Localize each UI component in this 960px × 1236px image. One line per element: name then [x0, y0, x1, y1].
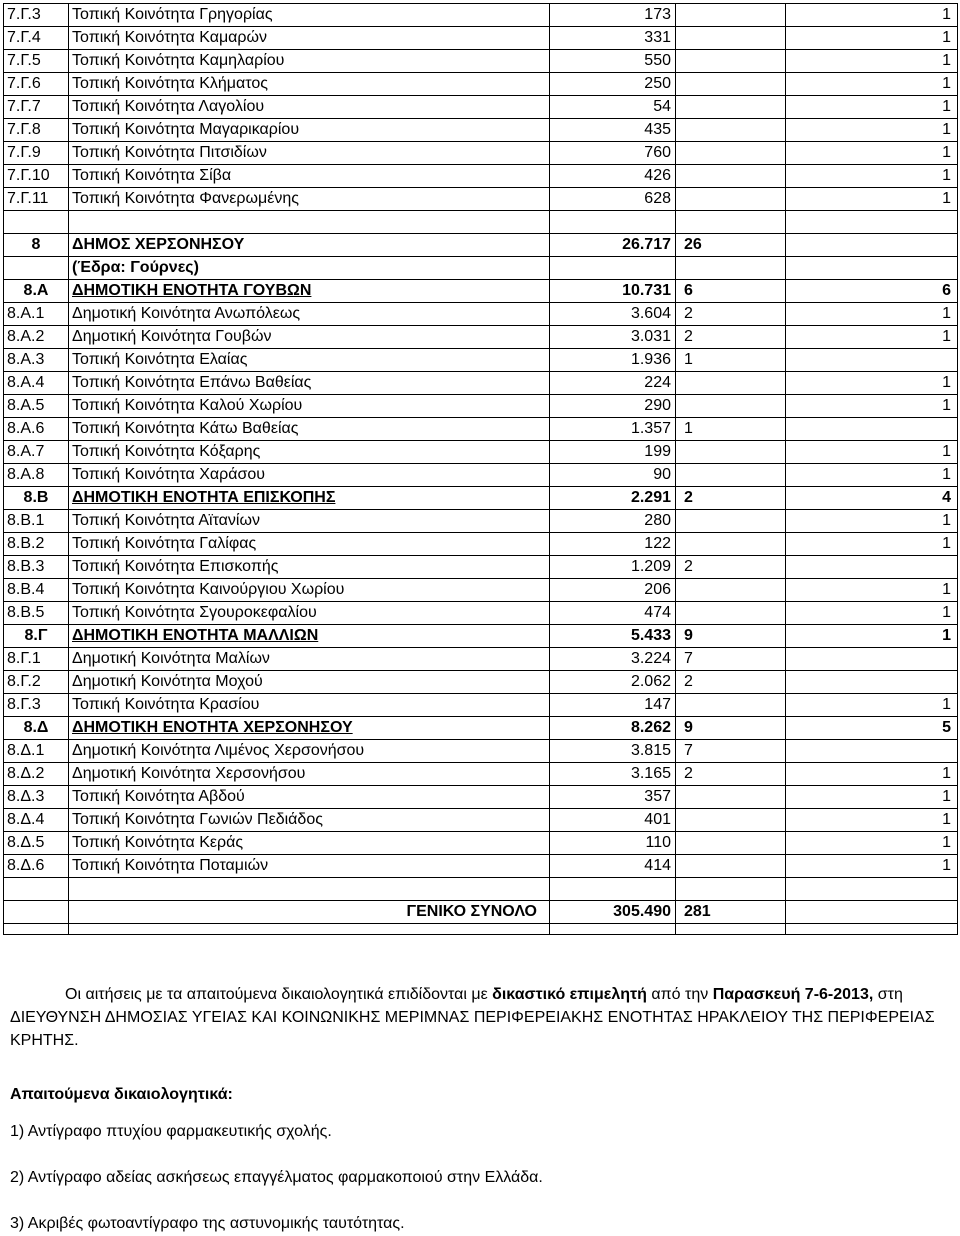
cell-code: 8.Β.4 [4, 579, 69, 602]
blank-cell [676, 878, 786, 901]
blank-cell [786, 924, 958, 935]
cell-count-a: 6 [676, 280, 786, 303]
cell-name-text: Τοπική Κοινότητα Σγουροκεφαλίου [72, 604, 317, 621]
cell-code: 7.Γ.6 [4, 73, 69, 96]
cell-name-text: Τοπική Κοινότητα Ποταμιών [72, 857, 269, 874]
cell-code: 8.Γ [4, 625, 69, 648]
cell-name [69, 303, 550, 326]
cell-population: 173 [550, 4, 676, 27]
cell-count-a [676, 602, 786, 625]
cell-population: 3.815 [550, 740, 676, 763]
table-row [4, 763, 958, 786]
cell-population: 290 [550, 395, 676, 418]
pharmacy-table-page [3, 3, 957, 1232]
cell-name-text: Δημοτική Κοινότητα Γουβών [72, 328, 272, 345]
required-heading-text: Απαιτούμενα δικαιολογητικά: [10, 1086, 233, 1103]
cell-code [4, 257, 69, 280]
table-row [4, 740, 958, 763]
cell-name [69, 441, 550, 464]
cell-name [69, 809, 550, 832]
cell-count-b: 1 [786, 96, 958, 119]
cell-code: 8.Β.5 [4, 602, 69, 625]
cell-name-text: Δημοτική Κοινότητα Λιμένος Χερσονήσου [72, 742, 365, 759]
table-row [4, 326, 958, 349]
cell-name [69, 694, 550, 717]
cell-name [69, 763, 550, 786]
grand-total-label: ΓΕΝΙΚΟ ΣΥΝΟΛΟ [69, 901, 550, 924]
table-row [4, 510, 958, 533]
blank-cell [4, 924, 69, 935]
cell-name [69, 188, 550, 211]
blank-cell [4, 878, 69, 901]
table-row [4, 464, 958, 487]
blank-cell [69, 211, 550, 234]
cell-population: 8.262 [550, 717, 676, 740]
table-row [4, 832, 958, 855]
cell-name-text: Τοπική Κοινότητα Γρηγορίας [72, 6, 273, 23]
blank-cell [786, 211, 958, 234]
cell-count-a: 2 [676, 487, 786, 510]
cell-count-b: 1 [786, 464, 958, 487]
cell-name-text: Τοπική Κοινότητα Χαράσου [72, 466, 266, 483]
cell-name [69, 418, 550, 441]
table-row [4, 142, 958, 165]
cell-name-text: Τοπική Κοινότητα Καλού Χωρίου [72, 397, 303, 414]
cell-count-a [676, 50, 786, 73]
cell-count-b: 1 [786, 579, 958, 602]
table-row [4, 602, 958, 625]
cell-code: 8 [4, 234, 69, 257]
cell-population: 401 [550, 809, 676, 832]
cell-code: 8.Δ.5 [4, 832, 69, 855]
cell-count-a [676, 533, 786, 556]
cell-count-a: 2 [676, 671, 786, 694]
cell-code: 7.Γ.9 [4, 142, 69, 165]
unit-row [4, 717, 958, 740]
table-row [4, 372, 958, 395]
blank-cell [550, 211, 676, 234]
cell-name-text: Τοπική Κοινότητα Πιτσιδίων [72, 144, 267, 161]
cell-count-a: 7 [676, 648, 786, 671]
cell-count-b: 1 [786, 27, 958, 50]
cell-population: 474 [550, 602, 676, 625]
cell-code: 8.Δ.3 [4, 786, 69, 809]
cell-count-b: 6 [786, 280, 958, 303]
required-doc-item: 1) Αντίγραφο πτυχίου φαρμακευτικής σχολής. [10, 1123, 332, 1140]
cell-code: 8.Γ.1 [4, 648, 69, 671]
cell-count-b: 4 [786, 487, 958, 510]
cell-name-text: Τοπική Κοινότητα Επάνω Βαθείας [72, 374, 312, 391]
table-row [4, 395, 958, 418]
table-row [4, 694, 958, 717]
cell-population: 199 [550, 441, 676, 464]
cell-code: 8.Δ.6 [4, 855, 69, 878]
cell-code: 8.Α.8 [4, 464, 69, 487]
cell-name [69, 579, 550, 602]
table-row [4, 349, 958, 372]
cell-population: 206 [550, 579, 676, 602]
unit-row [4, 625, 958, 648]
submission-notice [10, 983, 956, 1052]
cell-population: 357 [550, 786, 676, 809]
cell-count-a [676, 372, 786, 395]
cell-count-a: 1 [676, 349, 786, 372]
cell-count-b: 1 [786, 855, 958, 878]
cell-code: 8.Β [4, 487, 69, 510]
cell-population: 224 [550, 372, 676, 395]
cell-name-text: Τοπική Κοινότητα Επισκοπής [72, 558, 279, 575]
cell-count-b [786, 740, 958, 763]
cell-count-a [676, 73, 786, 96]
cell-name-text: ΔΗΜΟΤΙΚΗ ΕΝΟΤΗΤΑ ΕΠΙΣΚΟΠΗΣ [72, 489, 336, 506]
blank-row [4, 924, 958, 935]
cell-population: 1.936 [550, 349, 676, 372]
cell-population: 5.433 [550, 625, 676, 648]
cell-name [69, 671, 550, 694]
pharmacy-table [3, 3, 958, 935]
blank-cell [676, 211, 786, 234]
required-doc-item: 2) Αντίγραφο αδείας ασκήσεως επαγγέλματος φαρμακοποιού στην Ελλάδα. [10, 1169, 543, 1186]
cell-count-b: 1 [786, 326, 958, 349]
cell-name-text: Δημοτική Κοινότητα Μοχού [72, 673, 263, 690]
table-row [4, 648, 958, 671]
cell-code: 8.Γ.3 [4, 694, 69, 717]
cell-name [69, 832, 550, 855]
table-row [4, 4, 958, 27]
cell-name [69, 740, 550, 763]
table-row [4, 533, 958, 556]
cell-count-a: 7 [676, 740, 786, 763]
cell-count-a [676, 832, 786, 855]
cell-name [69, 487, 550, 510]
grand-total-population: 305.490 [550, 901, 676, 924]
cell-population: 1.209 [550, 556, 676, 579]
cell-name-text: Τοπική Κοινότητα Κρασίου [72, 696, 260, 713]
table-row [4, 855, 958, 878]
cell-code: 8.Α.5 [4, 395, 69, 418]
required-doc-item: 3) Ακριβές φωτοαντίγραφο της αστυνομικής ταυτότητας. [10, 1215, 405, 1232]
cell-count-b [786, 556, 958, 579]
cell-count-a [676, 4, 786, 27]
cell-count-a [676, 809, 786, 832]
cell-name [69, 50, 550, 73]
table-row [4, 579, 958, 602]
cell-code: 8.Β.3 [4, 556, 69, 579]
cell-population: 3.031 [550, 326, 676, 349]
cell-name [69, 786, 550, 809]
cell-population: 426 [550, 165, 676, 188]
cell-count-b [786, 349, 958, 372]
cell-count-a: 2 [676, 303, 786, 326]
cell-count-b [786, 418, 958, 441]
cell-name-text: Τοπική Κοινότητα Κάτω Βαθείας [72, 420, 299, 437]
cell-name [69, 73, 550, 96]
required-docs-heading [10, 1083, 956, 1106]
blank-cell [69, 878, 550, 901]
cell-code: 8.Α [4, 280, 69, 303]
cell-name-text: Τοπική Κοινότητα Καμηλαρίου [72, 52, 285, 69]
cell-population: 110 [550, 832, 676, 855]
table-row [4, 671, 958, 694]
cell-count-a [676, 165, 786, 188]
cell-name [69, 602, 550, 625]
cell-code: 8.Α.2 [4, 326, 69, 349]
table-row [4, 786, 958, 809]
unit-row [4, 487, 958, 510]
cell-count-a [676, 510, 786, 533]
table-row [4, 50, 958, 73]
cell-code: 8.Α.4 [4, 372, 69, 395]
cell-code: 7.Γ.11 [4, 188, 69, 211]
grand-total-count: 281 [676, 901, 786, 924]
cell-count-a: 2 [676, 556, 786, 579]
cell-code: 7.Γ.4 [4, 27, 69, 50]
cell-count-a [676, 694, 786, 717]
cell-name [69, 510, 550, 533]
cell-name-text: Τοπική Κοινότητα Μαγαρικαρίου [72, 121, 300, 138]
cell-count-b: 1 [786, 763, 958, 786]
cell-population: 550 [550, 50, 676, 73]
cell-population: 122 [550, 533, 676, 556]
cell-count-b: 1 [786, 188, 958, 211]
notice-text-3: στη ΔΙΕΥΘΥΝΣΗ ΔΗΜΟΣΙΑΣ ΥΓΕΙΑΣ ΚΑΙ ΚΟΙΝΩΝΙΚΗΣ ΜΕΡΙΜΝΑΣ ΠΕΡΙΦΕΡΕΙΑΚΗΣ ΕΝΟΤΗΤΑΣ ΗΡΑΚΛΕΙΟΥ ΤΗΣ ΠΕΡΙΦΕΡΕΙΑΣ ΚΡΗΤΗΣ. [10, 986, 935, 1049]
notice-bold-bailiff: δικαστικό επιμελητή [492, 986, 647, 1003]
cell-code: 8.Γ.2 [4, 671, 69, 694]
unit-row [4, 280, 958, 303]
cell-count-a [676, 855, 786, 878]
cell-name [69, 349, 550, 372]
cell-count-b: 5 [786, 717, 958, 740]
blank-row [4, 211, 958, 234]
cell-count-a [676, 786, 786, 809]
cell-count-b: 1 [786, 832, 958, 855]
table-row [4, 96, 958, 119]
blank-row [4, 878, 958, 901]
cell-population: 628 [550, 188, 676, 211]
table-row [4, 73, 958, 96]
table-row [4, 165, 958, 188]
cell-name-text: Τοπική Κοινότητα Φανερωμένης [72, 190, 299, 207]
cell-population: 414 [550, 855, 676, 878]
cell-population: 54 [550, 96, 676, 119]
table-row [4, 809, 958, 832]
cell-name [69, 280, 550, 303]
cell-population: 3.604 [550, 303, 676, 326]
table-row [4, 418, 958, 441]
cell-population: 10.731 [550, 280, 676, 303]
cell-count-a: 9 [676, 717, 786, 740]
cell-population: 1.357 [550, 418, 676, 441]
cell-name [69, 142, 550, 165]
cell-count-a: 2 [676, 763, 786, 786]
cell-name-text: ΔΗΜΟΣ ΧΕΡΣΟΝΗΣΟΥ [72, 236, 245, 253]
cell-population: 435 [550, 119, 676, 142]
cell-population: 147 [550, 694, 676, 717]
cell-name-text: Τοπική Κοινότητα Λαγολίου [72, 98, 265, 115]
cell-name [69, 372, 550, 395]
cell-name [69, 4, 550, 27]
cell-code: 8.Α.1 [4, 303, 69, 326]
cell-name [69, 119, 550, 142]
cell-count-a [676, 395, 786, 418]
cell-count-b [786, 234, 958, 257]
cell-count-b: 1 [786, 303, 958, 326]
blank-cell [676, 924, 786, 935]
blank-cell [550, 924, 676, 935]
cell-seat: (Έδρα: Γούρνες) [69, 257, 550, 280]
cell-name-text: Δημοτική Κοινότητα Χερσονήσου [72, 765, 306, 782]
cell-count-b: 1 [786, 533, 958, 556]
cell-name-text: Τοπική Κοινότητα Κεράς [72, 834, 244, 851]
cell-name-text: Τοπική Κοινότητα Αβδού [72, 788, 245, 805]
cell-population: 760 [550, 142, 676, 165]
cell-code: 8.Δ.4 [4, 809, 69, 832]
cell-population: 280 [550, 510, 676, 533]
cell-code: 8.Α.7 [4, 441, 69, 464]
cell-name-text: Δημοτική Κοινότητα Μαλίων [72, 650, 270, 667]
cell-name-text: Τοπική Κοινότητα Σίβα [72, 167, 232, 184]
cell-code: 7.Γ.8 [4, 119, 69, 142]
cell-code: 8.Δ [4, 717, 69, 740]
cell-count-a [676, 464, 786, 487]
cell-code [4, 901, 69, 924]
cell-count-b: 1 [786, 142, 958, 165]
cell-name [69, 464, 550, 487]
cell-count-b: 1 [786, 602, 958, 625]
cell-count-b: 1 [786, 786, 958, 809]
cell-population: 331 [550, 27, 676, 50]
grand-total-row [4, 901, 958, 924]
cell-name [69, 395, 550, 418]
blank-cell [550, 878, 676, 901]
cell-count-b: 1 [786, 119, 958, 142]
cell-code: 7.Γ.7 [4, 96, 69, 119]
cell-code: 7.Γ.5 [4, 50, 69, 73]
cell-population: 90 [550, 464, 676, 487]
cell-name-text: Τοπική Κοινότητα Αϊτανίων [72, 512, 260, 529]
cell-name-text: Τοπική Κοινότητα Καμαρών [72, 29, 268, 46]
table-row [4, 27, 958, 50]
cell-count-b [786, 671, 958, 694]
cell-count-b: 1 [786, 4, 958, 27]
cell-population: 26.717 [550, 234, 676, 257]
cell-name-text: Δημοτική Κοινότητα Ανωπόλεως [72, 305, 301, 322]
cell-count-b [786, 257, 958, 280]
cell-name [69, 27, 550, 50]
cell-count-a [676, 188, 786, 211]
cell-code: 8.Α.6 [4, 418, 69, 441]
cell-code: 8.Β.2 [4, 533, 69, 556]
cell-population: 2.291 [550, 487, 676, 510]
municipality-seat-row [4, 257, 958, 280]
cell-population [550, 257, 676, 280]
cell-count-b: 1 [786, 441, 958, 464]
table-row [4, 119, 958, 142]
table-row [4, 303, 958, 326]
cell-name [69, 234, 550, 257]
cell-count-a [676, 142, 786, 165]
cell-count-a [676, 441, 786, 464]
notice-bold-date: Παρασκευή 7-6-2013, [712, 986, 874, 1003]
cell-count-b: 1 [786, 694, 958, 717]
cell-name-text: Τοπική Κοινότητα Κόξαρης [72, 443, 261, 460]
cell-name [69, 556, 550, 579]
cell-count-b: 1 [786, 50, 958, 73]
table-row [4, 441, 958, 464]
cell-code: 8.Β.1 [4, 510, 69, 533]
blank-cell [69, 924, 550, 935]
cell-code: 7.Γ.10 [4, 165, 69, 188]
cell-count-b: 1 [786, 625, 958, 648]
cell-code: 8.Δ.1 [4, 740, 69, 763]
cell-count-a [676, 579, 786, 602]
cell-code: 8.Α.3 [4, 349, 69, 372]
cell-code: 7.Γ.3 [4, 4, 69, 27]
cell-count-b: 1 [786, 510, 958, 533]
cell-name [69, 625, 550, 648]
cell-name [69, 165, 550, 188]
cell-count-b: 1 [786, 165, 958, 188]
cell-count-b: 1 [786, 395, 958, 418]
notice-text-1: Οι αιτήσεις με τα απαιτούμενα δικαιολογητικά επιδίδονται με [65, 986, 493, 1003]
cell-name-text: Τοπική Κοινότητα Γωνιών Πεδιάδος [72, 811, 323, 828]
cell-count-a [676, 257, 786, 280]
cell-name [69, 533, 550, 556]
cell-name-text: ΔΗΜΟΤΙΚΗ ΕΝΟΤΗΤΑ ΧΕΡΣΟΝΗΣΟΥ [72, 719, 353, 736]
cell-name [69, 326, 550, 349]
cell-count-b [786, 648, 958, 671]
cell-name-text: Τοπική Κοινότητα Καινούργιου Χωρίου [72, 581, 345, 598]
cell-name-text: ΔΗΜΟΤΙΚΗ ΕΝΟΤΗΤΑ ΜΑΛΛΙΩΝ [72, 627, 319, 644]
cell-population: 3.165 [550, 763, 676, 786]
cell-count-a [676, 27, 786, 50]
cell-name-text: ΔΗΜΟΤΙΚΗ ΕΝΟΤΗΤΑ ΓΟΥΒΩΝ [72, 282, 312, 299]
cell-population: 3.224 [550, 648, 676, 671]
cell-code: 8.Δ.2 [4, 763, 69, 786]
cell-count-b: 1 [786, 73, 958, 96]
cell-count-a: 1 [676, 418, 786, 441]
table-row [4, 556, 958, 579]
cell-count-b: 1 [786, 809, 958, 832]
cell-count-a [676, 96, 786, 119]
cell-count-b: 1 [786, 372, 958, 395]
cell-count-a: 26 [676, 234, 786, 257]
cell-name-text: Τοπική Κοινότητα Ελαίας [72, 351, 248, 368]
cell-count-b [786, 901, 958, 924]
municipality-row [4, 234, 958, 257]
table-body [4, 4, 958, 935]
cell-count-a [676, 119, 786, 142]
cell-population: 2.062 [550, 671, 676, 694]
cell-name-text: Τοπική Κοινότητα Γαλίφας [72, 535, 257, 552]
cell-name-text: Τοπική Κοινότητα Κλήματος [72, 75, 268, 92]
cell-count-a: 2 [676, 326, 786, 349]
cell-name [69, 717, 550, 740]
blank-cell [786, 878, 958, 901]
cell-name [69, 648, 550, 671]
cell-count-a: 9 [676, 625, 786, 648]
cell-name [69, 96, 550, 119]
cell-population: 250 [550, 73, 676, 96]
table-row [4, 188, 958, 211]
cell-name [69, 855, 550, 878]
blank-cell [4, 211, 69, 234]
notice-text-2: από την [646, 986, 713, 1003]
